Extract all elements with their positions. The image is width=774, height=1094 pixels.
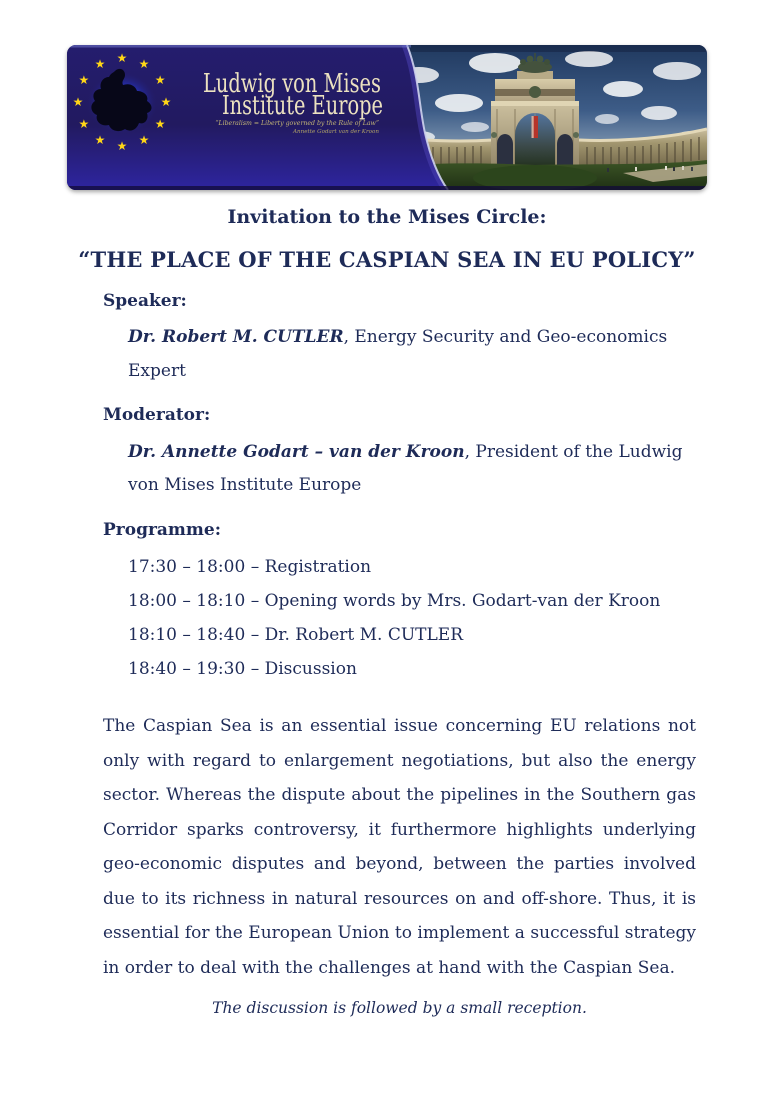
eu-star-icon: ★ (116, 51, 128, 65)
invitation-heading: Invitation to the Mises Circle: (227, 206, 547, 228)
eu-star-icon: ★ (138, 133, 150, 148)
eu-star-icon: ★ (94, 133, 106, 148)
flag (532, 113, 539, 138)
flyer-body (67, 190, 707, 1020)
programme-item: 18:10 – 18:40 – Dr. Robert M. CUTLER (128, 625, 464, 645)
programme-item: 18:40 – 19:30 – Discussion (128, 659, 357, 679)
logo-title-line1: Ludwig von Mises (203, 69, 381, 99)
right-arch-opening (557, 134, 573, 168)
moderator-entry (103, 436, 696, 503)
description-paragraph: The Caspian Sea is an essential issue concerning EU relations not only with regard to enlargement negotiations, but also the energy sector. Whereas the dispute about the pipelines in the Southern gas Corridor sparks controversy, it furthermore highlights underlying geo-economic disputes and beyond, between the parties involved due to its richness in natural resources on and off-shore. Thus, it is essential for the European Union to implement a successful strategy in order to deal with the challenges at hand with the Caspian Sea. (103, 716, 696, 978)
eu-star-icon: ★ (160, 95, 172, 109)
banner (67, 45, 707, 190)
reception-note: The discussion is followed by a small reception. (212, 999, 587, 1017)
left-arch-opening (497, 134, 513, 168)
eu-star-icon: ★ (138, 56, 150, 71)
eu-star-icon: ★ (78, 73, 90, 87)
eu-star-icon: ★ (72, 95, 84, 109)
speaker-label: Speaker: (103, 291, 187, 312)
eu-star-icon: ★ (154, 73, 166, 87)
speaker-section (103, 288, 696, 388)
logo-text (203, 69, 383, 135)
moderator-description: , President of the Ludwig von Mises Institute Europe (128, 441, 683, 496)
programme-item: 18:00 – 18:10 – Opening words by Mrs. Godart-van der Kroon (128, 591, 661, 611)
moderator-section (103, 402, 696, 502)
details (67, 288, 707, 1020)
moderator-name: Dr. Annette Godart – van der Kroon (128, 441, 465, 462)
logo-title-line2: Institute Europe (222, 91, 383, 121)
event-title: “THE PLACE OF THE CASPIAN SEA IN EU POLICY” (78, 246, 696, 272)
eu-star-icon: ★ (154, 117, 166, 131)
banner-graphic (67, 45, 707, 190)
programme-label: Programme: (103, 519, 222, 540)
eu-star-icon: ★ (78, 117, 90, 131)
logo-tagline-line1: “Liberalism = Liberty governed by the Rule of Law” (215, 120, 379, 127)
moderator-label: Moderator: (103, 405, 211, 426)
logo-tagline-line2: Annette Godart van der Kroon (292, 129, 379, 135)
speaker-name: Dr. Robert M. CUTLER (128, 327, 344, 348)
eu-star-icon: ★ (116, 139, 128, 153)
speaker-description: , Energy Security and Geo-economics Expert (128, 327, 668, 381)
eu-star-icon: ★ (94, 56, 106, 71)
programme-item: 17:30 – 18:00 – Registration (128, 557, 372, 577)
speaker-entry (103, 321, 696, 388)
programme-section (103, 517, 696, 686)
